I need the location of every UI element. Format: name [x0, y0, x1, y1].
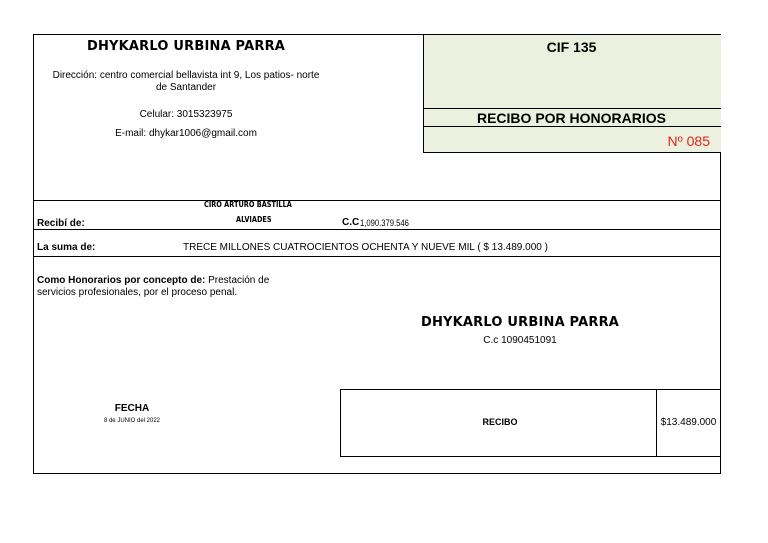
footer-box-bottom: [340, 456, 721, 457]
date-label: FECHA: [114, 403, 150, 414]
issuer-phone: Celular: 3015323975: [139, 109, 233, 120]
payer-id-value: 1,090.379.546: [360, 218, 409, 228]
header-divider-2: [423, 126, 721, 127]
issuer-email: E-mail: dhykar1006@gmail.com: [115, 128, 257, 139]
payer-name-line2: ALVIADES: [236, 215, 272, 224]
issuer-address-line2: de Santander: [155, 82, 217, 93]
received-label: Recibí de:: [37, 218, 85, 229]
footer-box-left: [340, 389, 341, 456]
receipt-number: Nº 085: [667, 133, 710, 149]
header-divider-3: [423, 152, 721, 153]
header-divider-1: [423, 108, 721, 109]
cif-label: CIF 135: [546, 39, 597, 55]
footer-receipt-amount: $13.489.000: [660, 417, 717, 428]
amount-text: TRECE MILLONES CUATROCIENTOS OCHENTA Y NUEVE MIL ( $ 13.489.000 ): [183, 242, 548, 253]
footer-box-top: [340, 389, 721, 390]
concept-text-line1: Prestación de: [208, 275, 270, 286]
amount-label: La suma de:: [37, 242, 96, 253]
signature-id: C.c 1090451091: [483, 335, 557, 346]
date-value: 8 de JUNIO del 2022: [103, 418, 161, 424]
payer-name-line1: CIRO ARTURO BASTILLA: [204, 200, 292, 209]
payer-id-label: C.C: [342, 217, 360, 228]
footer-receipt-label: RECIBO: [482, 417, 518, 427]
rule-body-top: [33, 200, 721, 201]
issuer-name: DHYKARLO URBINA PARRA: [86, 39, 286, 54]
concept-line1: [37, 275, 269, 286]
concept-label: Como Honorarios por concepto de:: [37, 275, 206, 286]
receipt-title: RECIBO POR HONORARIOS: [476, 110, 666, 126]
rule-amount: [33, 256, 721, 257]
issuer-address-line1: Dirección: centro comercial bellavista int 9, Los patios- norte: [52, 70, 320, 81]
concept-text-line2: servicios profesionales, por el proceso penal.: [37, 287, 238, 298]
signature-name: DHYKARLO URBINA PARRA: [420, 315, 620, 330]
rule-received: [33, 229, 721, 230]
